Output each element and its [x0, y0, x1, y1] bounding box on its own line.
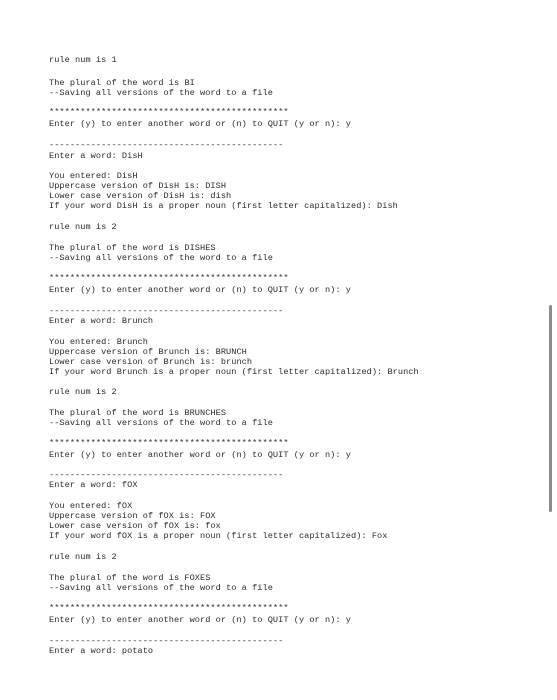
separator-dashes: --------------------------------------------- — [49, 140, 284, 150]
scrollbar-thumb[interactable] — [549, 305, 552, 512]
console-line: Enter (y) to enter another word or (n) to QUIT (y or n): y — [49, 119, 352, 129]
separator-stars: ********************************************** — [49, 107, 289, 117]
console-line: If your word fOX is a proper noun (first letter capitalized): Fox — [49, 531, 388, 541]
console-line: Enter a word: Brunch — [49, 316, 154, 326]
console-line: Enter (y) to enter another word or (n) to QUIT (y or n): y — [49, 285, 352, 295]
console-line: Enter a word: DisH — [49, 151, 143, 161]
console-line: rule num is 2 — [49, 552, 117, 562]
console-line: You entered: DisH — [49, 171, 138, 181]
separator-dashes: --------------------------------------------- — [49, 636, 284, 646]
separator-dashes: --------------------------------------------- — [49, 470, 284, 480]
console-line: Lower case version of Brunch is: brunch — [49, 357, 253, 367]
console-line: The plural of the word is BRUNCHES — [49, 408, 227, 418]
console-line: --Saving all versions of the word to a file — [49, 583, 273, 593]
console-line: You entered: Brunch — [49, 337, 148, 347]
console-line: Lower case version of fOX is: fox — [49, 521, 221, 531]
console-line: You entered: fOX — [49, 501, 133, 511]
console-line: Enter (y) to enter another word or (n) to QUIT (y or n): y — [49, 615, 352, 625]
console-line: --Saving all versions of the word to a file — [49, 88, 273, 98]
console-line: If your word Brunch is a proper noun (first letter capitalized): Brunch — [49, 367, 419, 377]
console-line: Uppercase version of DisH is: DISH — [49, 181, 227, 191]
separator-stars: ********************************************** — [49, 273, 289, 283]
console-line: rule num is 2 — [49, 222, 117, 232]
console-line: Uppercase version of Brunch is: BRUNCH — [49, 347, 247, 357]
console-line: Enter a word: fOX — [49, 480, 138, 490]
console-line: rule num is 1 — [49, 55, 117, 65]
console-line: The plural of the word is BI — [49, 78, 195, 88]
console-line: Enter a word: potato — [49, 646, 154, 656]
console-line: The plural of the word is DISHES — [49, 243, 216, 253]
console-line: Lower case version of DisH is: dish — [49, 191, 232, 201]
console-line: The plural of the word is FOXES — [49, 573, 211, 583]
console-line: Uppercase version of fOX is: FOX — [49, 511, 216, 521]
separator-stars: ********************************************** — [49, 603, 289, 613]
console-line: --Saving all versions of the word to a file — [49, 418, 273, 428]
console-line: Enter (y) to enter another word or (n) to QUIT (y or n): y — [49, 450, 352, 460]
vertical-scrollbar[interactable] — [545, 0, 557, 700]
console-line: --Saving all versions of the word to a file — [49, 253, 273, 263]
separator-stars: ********************************************** — [49, 438, 289, 448]
console-line: rule num is 2 — [49, 387, 117, 397]
separator-dashes: --------------------------------------------- — [49, 306, 284, 316]
console-line: If your word DisH is a proper noun (first letter capitalized): Dish — [49, 201, 398, 211]
